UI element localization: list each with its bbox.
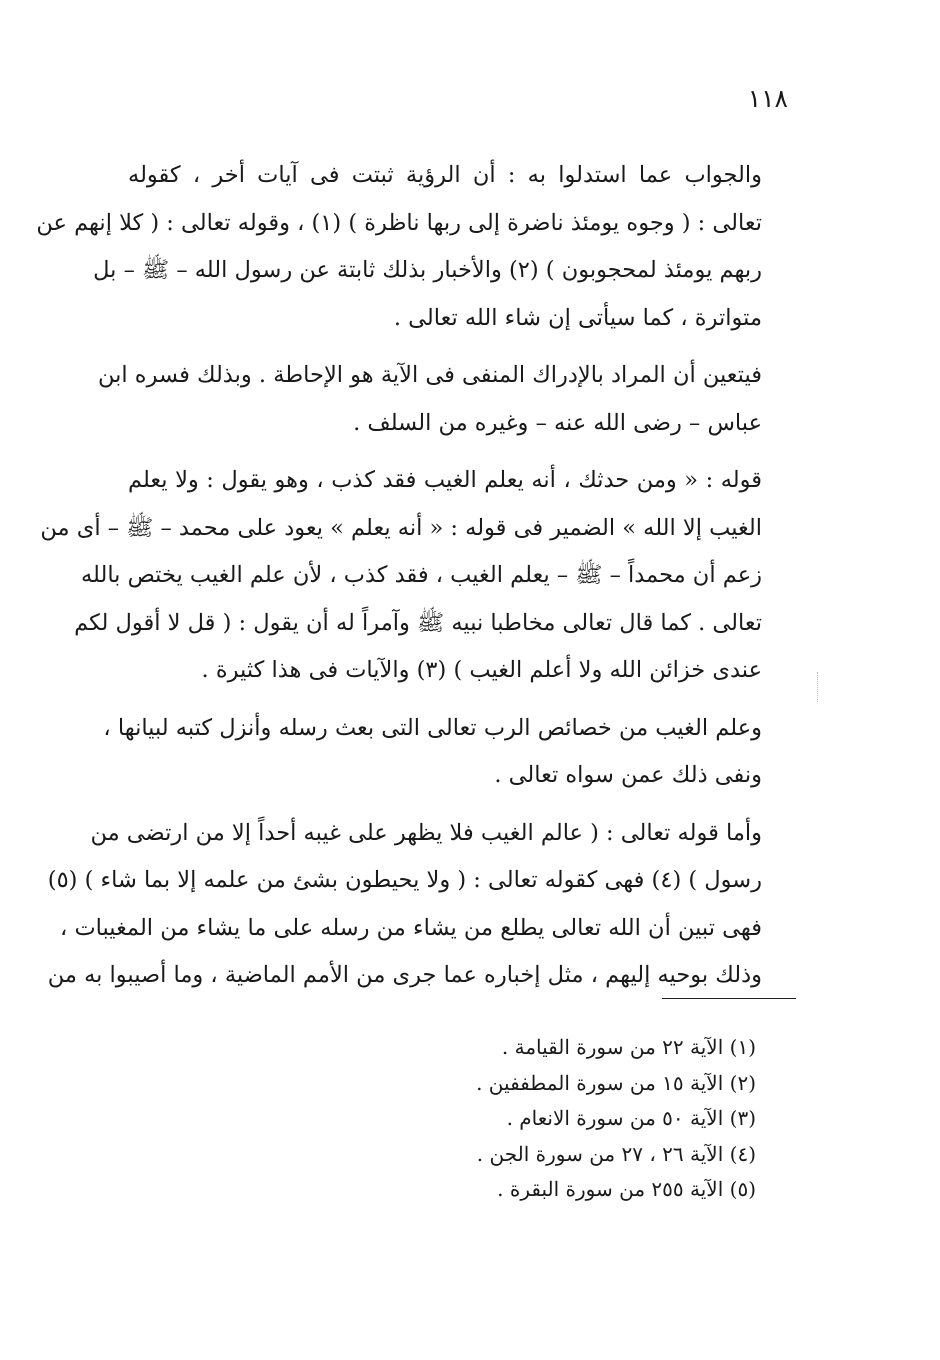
text-line: عباس – رضى الله عنه – وغيره من السلف . bbox=[353, 409, 762, 436]
text-line: تعالى : ( وجوه يومئذ ناضرة إلى ربها ناظرة ) (١) ، وقوله تعالى : ( كلا إنهم عن bbox=[36, 209, 762, 236]
text-line: ربهم يومئذ لمحجوبون ) (٢) والأخبار بذلك ثابتة عن رسول الله – ﷺ – بل bbox=[93, 257, 762, 283]
page-number: ١١٨ bbox=[747, 84, 788, 113]
paragraph-4 bbox=[103, 705, 794, 800]
text-line: وذلك بوحيه إليهم ، مثل إخباره عما جرى من الأمم الماضية ، وما أصيبوا به من bbox=[47, 962, 762, 988]
paragraph-2 bbox=[98, 352, 794, 447]
footnote-5: (٥) الآية ٢٥٥ من سورة البقرة . bbox=[497, 1177, 756, 1201]
text-line: والجواب عما استدلوا به : أن الرؤية ثبتت فى آيات أخر ، كقوله bbox=[128, 162, 762, 188]
footnote-2: (٢) الآية ١٥ من سورة المطففين . bbox=[476, 1070, 756, 1095]
text-line: عندى خزائن الله ولا أعلم الغيب ) (٣) والآيات فى هذا كثيرة . bbox=[201, 657, 762, 683]
main-text bbox=[36, 152, 794, 1010]
text-line: رسول ) (٤) فهى كقوله تعالى : ( ولا يحيطون بشئ من علمه إلا بما شاء ) (٥) bbox=[47, 867, 762, 893]
text-line: الغيب إلا الله » الضمير فى قوله : « أنه يعلم » يعود على محمد – ﷺ – أى من bbox=[40, 514, 762, 541]
text-line: زعم أن محمداً – ﷺ – يعلم الغيب ، فقد كذب ، لأن علم الغيب يختص بالله bbox=[80, 562, 762, 588]
paragraph-3 bbox=[40, 457, 794, 695]
text-line: قوله : « ومن حدثك ، أنه يعلم الغيب فقد كذب ، وهو يقول : ولا يعلم bbox=[128, 467, 762, 493]
text-line: تعالى . كما قال تعالى مخاطبا نبيه ﷺ وآمراً له أن يقول : ( قل لا أقول لكم bbox=[74, 609, 762, 636]
scan-edge-mark bbox=[817, 672, 818, 702]
footnotes bbox=[476, 1030, 756, 1208]
paragraph-5 bbox=[47, 810, 794, 1000]
text-line: فهى تبين أن الله تعالى يطلع من يشاء من رسله على ما يشاء من المغيبات ، bbox=[60, 914, 762, 941]
footnote-4: (٤) الآية ٢٦ ، ٢٧ من سورة الجن . bbox=[476, 1141, 756, 1166]
footnote-1: (١) الآية ٢٢ من سورة القيامة . bbox=[501, 1035, 756, 1059]
text-line: وعلم الغيب من خصائص الرب تعالى التى بعث رسله وأنزل كتبه لبيانها ، bbox=[103, 714, 762, 741]
footnote-3: (٣) الآية ٥٠ من سورة الانعام . bbox=[506, 1106, 756, 1130]
text-line: وأما قوله تعالى : ( عالم الغيب فلا يظهر على غيبه أحداً إلا من ارتضى من bbox=[90, 819, 762, 846]
text-line: فيتعين أن المراد بالإدراك المنفى فى الآية هو الإحاطة . وبذلك فسره ابن bbox=[98, 362, 762, 388]
paragraph-1 bbox=[36, 152, 794, 342]
footnote-divider bbox=[662, 998, 796, 999]
text-line: متواترة ، كما سيأتى إن شاء الله تعالى . bbox=[393, 304, 762, 331]
text-line: ونفى ذلك عمن سواه تعالى . bbox=[494, 762, 762, 788]
